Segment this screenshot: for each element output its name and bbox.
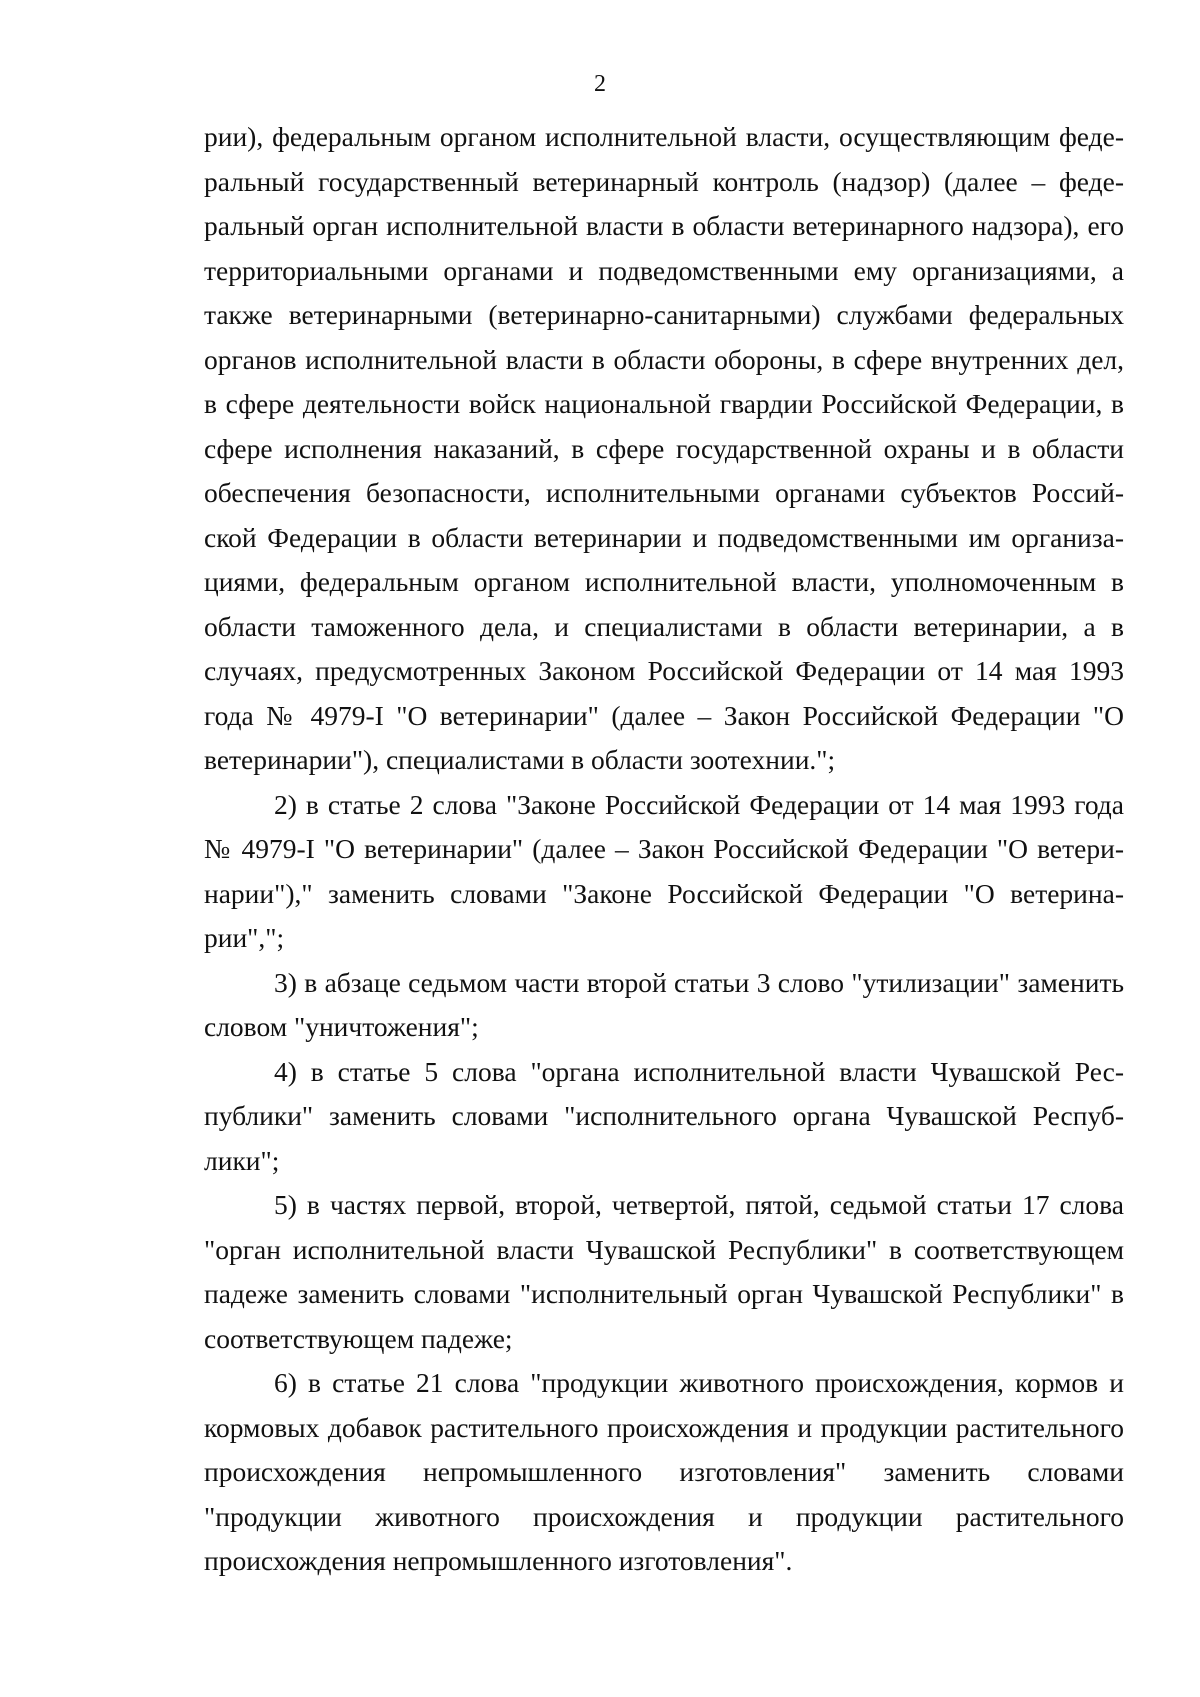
paragraph-item-4: 4) в статье 5 слова "органа исполнительной власти Чувашской Республики" заменить словами "исполнительного органа Чувашской Республики"; (204, 1055, 1124, 1176)
paragraph-continuation: рии), федеральным органом исполнительной власти, осуществляющим федеральный государственный ветеринарный контроль (надзор) (далее – федеральный орган исполнительной власти в области ветеринарного надзора), его территориальными органами и подведомственными ему организациями, а также ветеринарными (ветеринарно-санитарными) службами федеральных органов исполнительной власти в области обороны, в сфере внутренних дел, в сфере деятельности войск национальной гвардии Российской Федерации, в сфере исполнения наказаний, в сфере государственной охраны и в области обеспечения безопасности, исполнительными органами субъектов Российской Федерации в области ветеринарии и подведомственными им организациями, федеральным органом исполнительной власти, уполномоченным в области таможенного дела, и специалистами в области ветеринарии, а в случаях, предусмотренных Законом Российской Федерации от 14 мая 1993 года № 4979-I "О ветеринарии" (далее – Закон Российской Федерации "О ветеринарии"), специалистами в области зоотехнии."; (204, 121, 1124, 775)
paragraph-item-6: 6) в статье 21 слова "продукции животного происхождения, кормов и кормовых добавок растительного происхождения и продукции растительного происхождения непромышленного изготовления" заменить словами "продукции животного происхождения и продукции растительного происхождения непромышленного изготовления". (204, 1367, 1124, 1576)
paragraph-item-5: 5) в частях первой, второй, четвертой, пятой, седьмой статьи 17 слова "орган исполнительной власти Чувашской Республики" в соответствующем падеже заменить словами "исполнительный орган Чувашской Республики" в соответствующем падеже; (204, 1189, 1124, 1354)
document-body (204, 115, 1124, 1584)
page-number: 2 (594, 71, 606, 97)
paragraph-item-3: 3) в абзаце седьмом части второй статьи 3 слово "утилизации" заменить словом "уничтожения"; (204, 966, 1124, 1042)
paragraph-item-2: 2) в статье 2 слова "Законе Российской Федерации от 14 мая 1993 года № 4979-I "О ветеринарии" (далее – Закон Российской Федерации "О ветеринарии")," заменить словами "Законе Российской Федерации "О ветеринарии","; (204, 788, 1124, 953)
